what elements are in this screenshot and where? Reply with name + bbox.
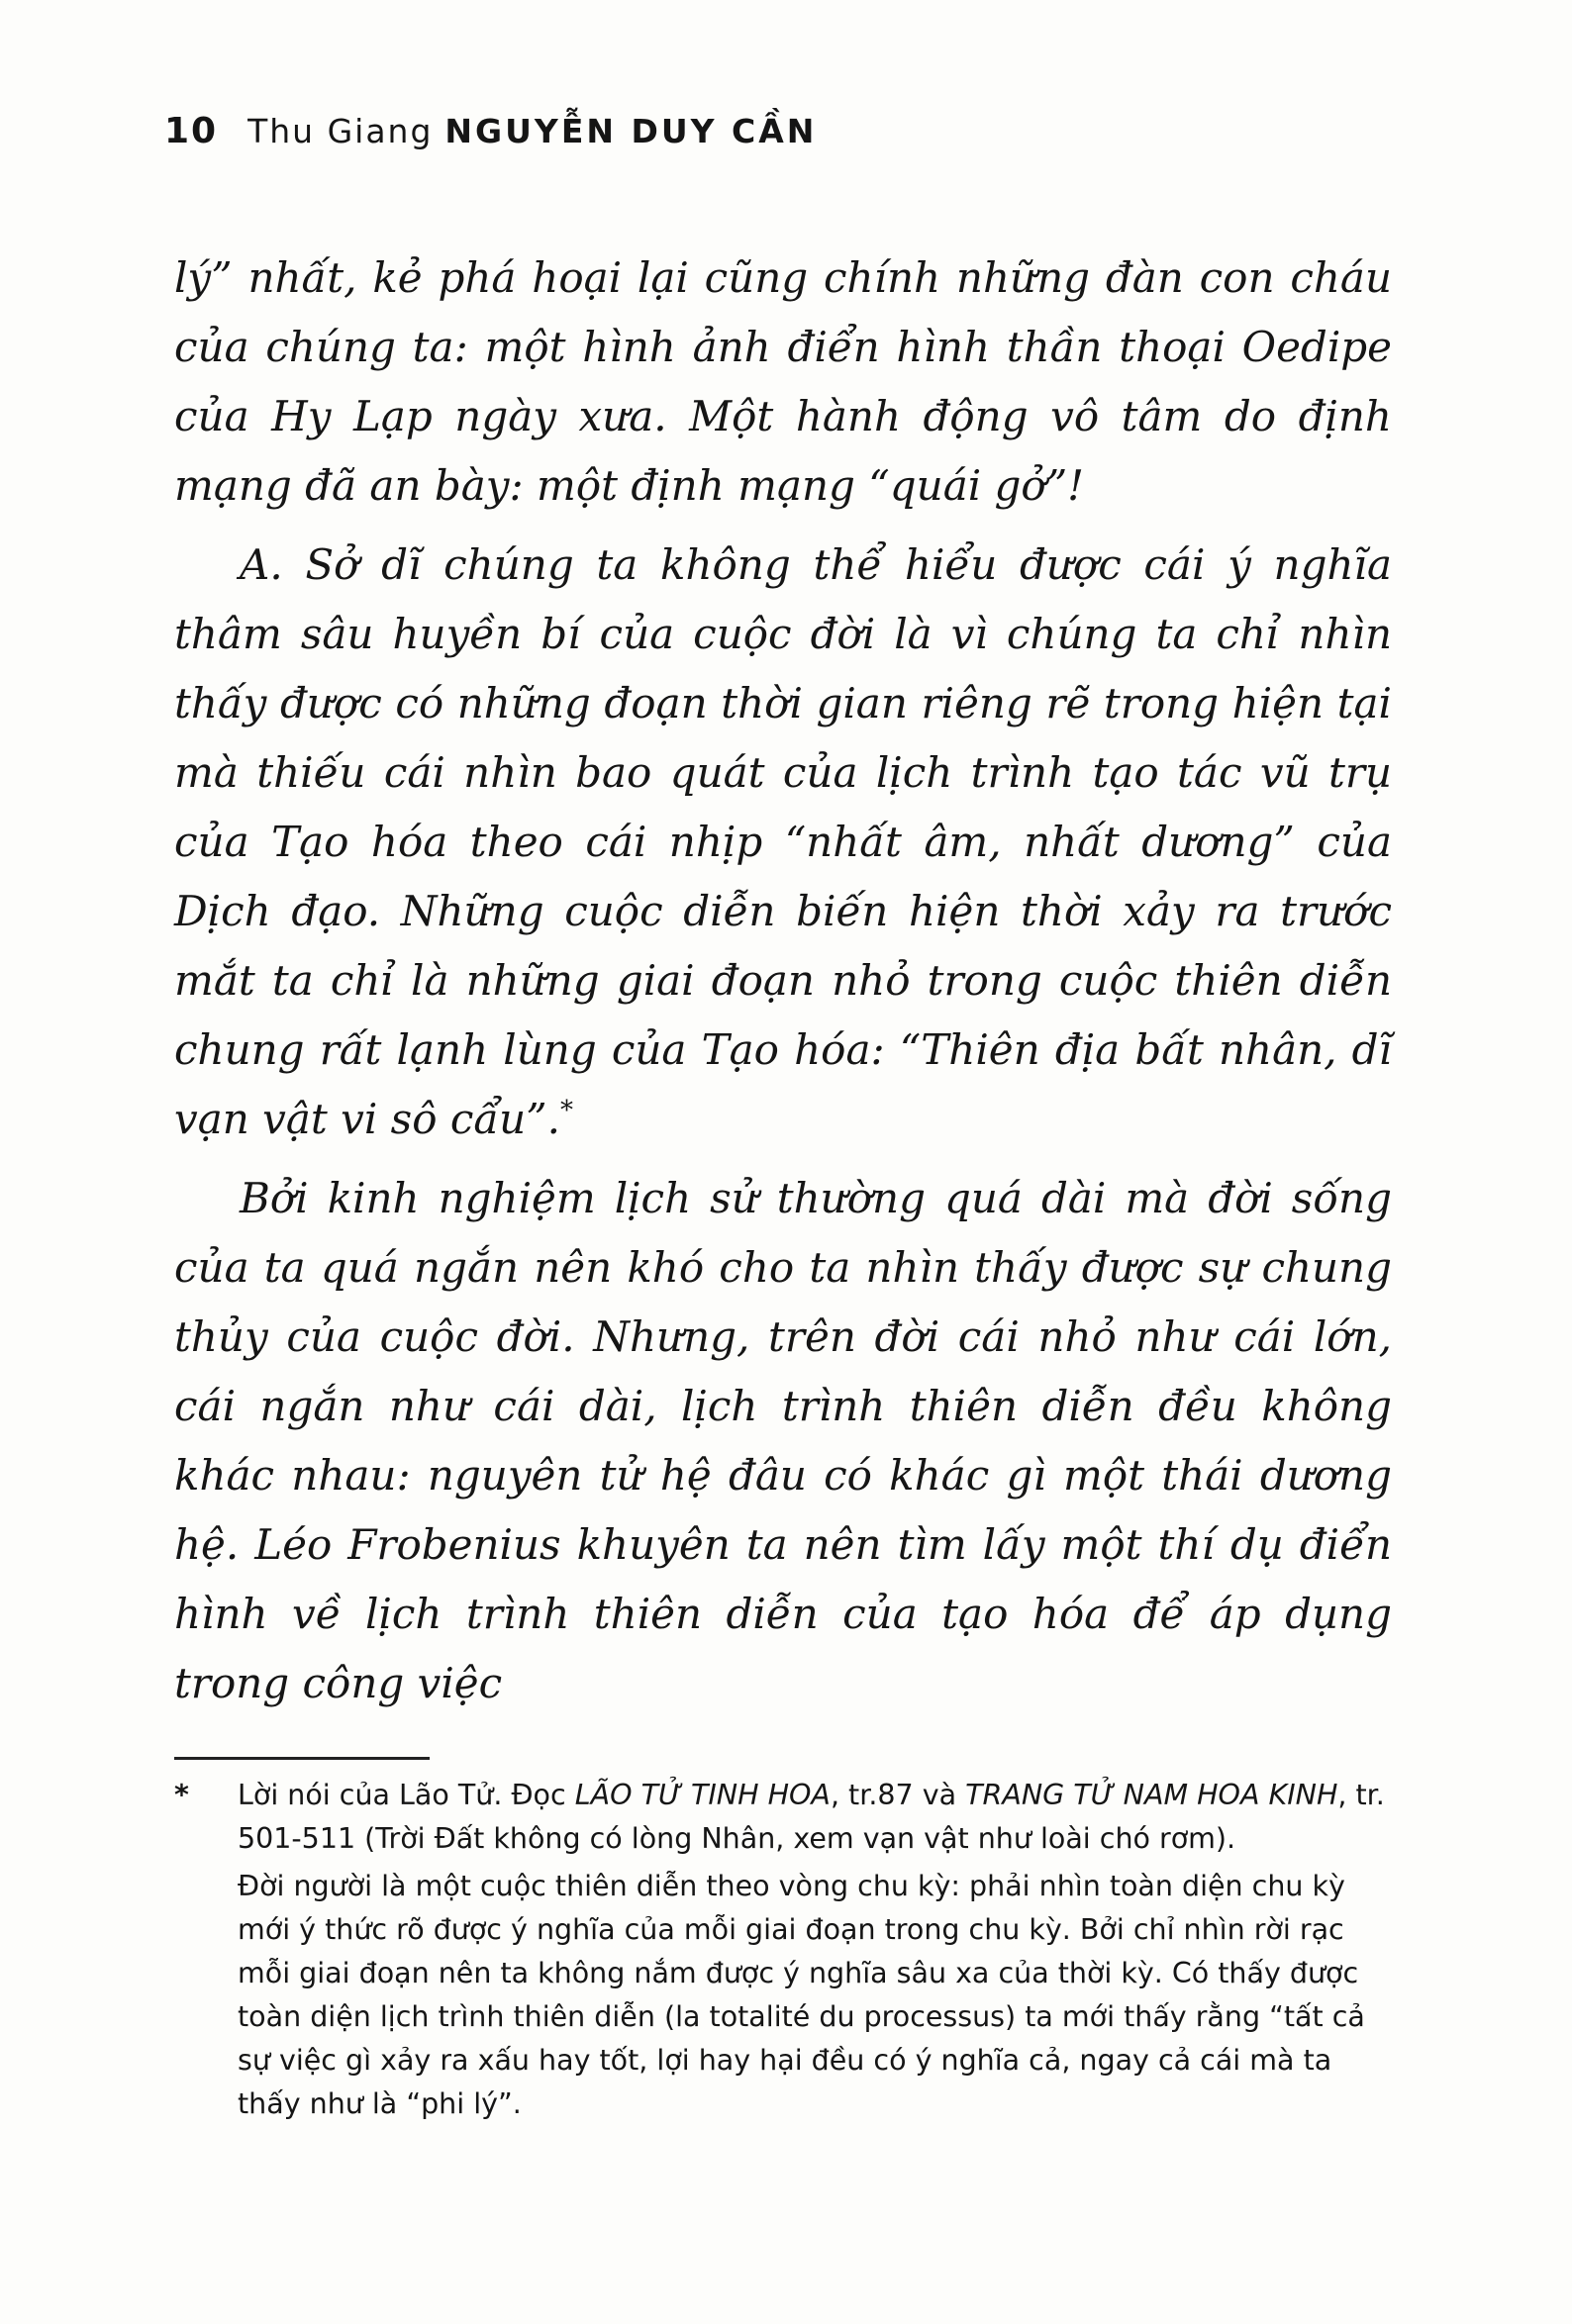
footnote-divider: [174, 1757, 430, 1760]
footnote-text-c: , tr. 501-511 (Trời Đất không có lòng Nhân, xem vạn vật như loài chó rơm).: [238, 1779, 1385, 1855]
paragraph-3: Bởi kinh nghiệm lịch sử thường quá dài mà đời sống của ta quá ngắn nên khó cho ta nhìn thấy được sự chung thủy của cuộc đời. Nhưng, trên đời cái nhỏ như cái lớn, cái ngắn như cái dài, lịch trình thiên diễn đều không khác nhau: nguyên tử hệ đâu có khác gì một thái dương hệ. Léo Frobenius khuyên ta nên tìm lấy một thí dụ điển hình về lịch trình thiên diễn của tạo hóa để áp dụng trong công việc: [174, 1174, 1392, 1707]
footnote-book-title-2: TRANG TỬ NAM HOA KINH: [965, 1779, 1338, 1811]
footnote-text-a: Lời nói của Lão Tử. Đọc: [238, 1779, 575, 1811]
running-head: [164, 111, 817, 151]
body-text: [174, 243, 1392, 1728]
footnote-paragraph-1: [238, 1774, 1396, 1861]
paragraph-1: lý” nhất, kẻ phá hoại lại cũng chính những đàn con cháu của chúng ta: một hình ảnh điển hình thần thoại Oedipe của Hy Lạp ngày xưa. Một hành động vô tâm do định mạng đã an bày: một định mạng “quái gở”!: [174, 253, 1392, 510]
paragraph-2-text: A. Sở dĩ chúng ta không thể hiểu được cái ý nghĩa thâm sâu huyền bí của cuộc đời là vì chúng ta chỉ nhìn thấy được có những đoạn thời gian riêng rẽ trong hiện tại mà thiếu cái nhìn bao quát của lịch trình tạo tác vũ trụ của Tạo hóa theo cái nhịp “nhất âm, nhất dương” của Dịch đạo. Những cuộc diễn biến hiện thời xảy ra trước mắt ta chỉ là những giai đoạn nhỏ trong cuộc thiên diễn chung rất lạnh lùng của Tạo hóa: “Thiên địa bất nhân, dĩ vạn vật vi sô cẩu”.: [174, 540, 1392, 1143]
page-number: 10: [164, 111, 219, 151]
footnote-marker: *: [174, 1779, 189, 1811]
footnote-book-title-1: LÃO TỬ TINH HOA: [574, 1779, 831, 1811]
footnote-text-b: , tr.87 và: [830, 1779, 966, 1811]
author-first-name: Thu Giang: [247, 112, 434, 150]
author-last-name: NGUYỄN DUY CẦN: [444, 112, 818, 150]
footnote: [174, 1774, 1396, 2126]
footnotes: [174, 1774, 1396, 2130]
footnote-paragraph-2: Đời người là một cuộc thiên diễn theo vòng chu kỳ: phải nhìn toàn diện chu kỳ mới ý thức rõ được ý nghĩa của mỗi giai đoạn trong chu kỳ. Bởi chỉ nhìn rời rạc mỗi giai đoạn nên ta không nắm được ý nghĩa sâu xa của thời kỳ. Có thấy được toàn diện lịch trình thiên diễn (la totalité du processus) ta mới thấy rằng “tất cả sự việc gì xảy ra xấu hay tốt, lợi hay hại đều có ý nghĩa cả, ngay cả cái mà ta thấy như là “phi lý”.: [238, 1870, 1365, 2120]
paragraph-2: [174, 531, 1392, 1154]
footnote-reference[interactable]: *: [560, 1096, 573, 1125]
